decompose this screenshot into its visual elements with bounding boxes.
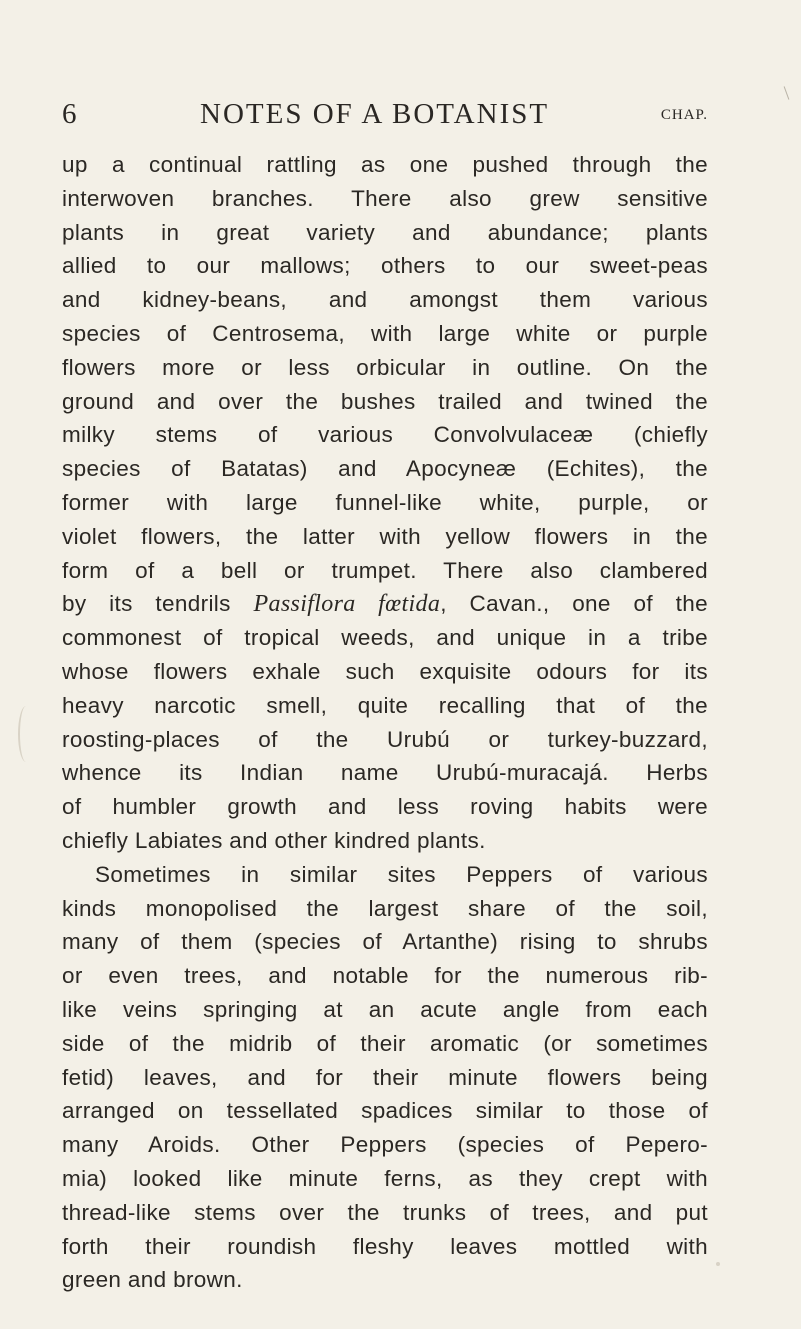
text-line: forth their roundish fleshy leaves mottled with (62, 1233, 708, 1259)
text-line: interwoven branches. There also grew sensitive (62, 185, 708, 211)
paper-speck (716, 1262, 720, 1266)
text-line: former with large funnel-like white, purple, or (62, 489, 708, 515)
running-title: NOTES OF A BOTANIST (200, 98, 550, 130)
text-line: species of Batatas) and Apocyneæ (Echites), the (62, 456, 708, 482)
text-line: roosting-places of the Urubú or turkey-buzzard, (62, 726, 708, 752)
species-name-italic: Passiflora fœtida (253, 591, 441, 618)
text-line: form of a bell or trumpet. There also clambered (62, 557, 708, 583)
chapter-label: CHAP. (660, 107, 708, 123)
text-line: heavy narcotic smell, quite recalling that of the (62, 692, 708, 718)
text-line: kinds monopolised the largest share of the soil, (62, 895, 708, 921)
paragraph-start-line: Sometimes in similar sites Peppers of various (95, 861, 708, 887)
scan-mark (784, 86, 790, 99)
text-line: side of the midrib of their aromatic (or sometimes (62, 1030, 708, 1056)
text-line: commonest of tropical weeds, and unique in a tribe (62, 625, 708, 651)
text-line: violet flowers, the latter with yellow flowers in the (62, 523, 708, 549)
text-line: fetid) leaves, and for their minute flowers being (62, 1064, 708, 1090)
text-line: like veins springing at an acute angle from each (62, 996, 708, 1022)
text-line: flowers more or less orbicular in outline. On the (62, 354, 708, 380)
running-header (62, 94, 708, 134)
show-through-mark (18, 706, 34, 762)
text-line: arranged on tessellated spadices similar to those of (62, 1098, 708, 1124)
text-line: milky stems of various Convolvulaceæ (chiefly (62, 422, 708, 448)
body-text (62, 148, 708, 1297)
text-line: allied to our mallows; others to our sweet-peas (62, 253, 708, 279)
text-line: thread-like stems over the trunks of trees, and put (62, 1199, 708, 1225)
text-line: mia) looked like minute ferns, as they crept with (62, 1165, 708, 1191)
text-line: ground and over the bushes trailed and twined the (62, 388, 708, 414)
text-line: and kidney-beans, and amongst them various (62, 287, 708, 313)
text-line: plants in great variety and abundance; plants (62, 219, 708, 245)
text-line: green and brown. (62, 1267, 243, 1293)
text-line: up a continual rattling as one pushed through the (62, 152, 708, 177)
text-line: of humbler growth and less roving habits were (62, 794, 708, 820)
text-line: many Aroids. Other Peppers (species of Pepero- (62, 1132, 708, 1158)
text-line: whence its Indian name Urubú-muracajá. Herbs (62, 760, 708, 786)
text-line: whose flowers exhale such exquisite odours for its (62, 658, 708, 684)
page-number: 6 (62, 98, 77, 130)
text-line: many of them (species of Artanthe) rising to shrubs (62, 929, 708, 955)
text-line: species of Centrosema, with large white or purple (62, 320, 708, 346)
text-line: chiefly Labiates and other kindred plants. (62, 827, 486, 853)
text-line: or even trees, and notable for the numerous rib- (62, 963, 708, 989)
text-line: by its tendrils Passiflora fœtida, Cavan., one of the (62, 591, 708, 618)
